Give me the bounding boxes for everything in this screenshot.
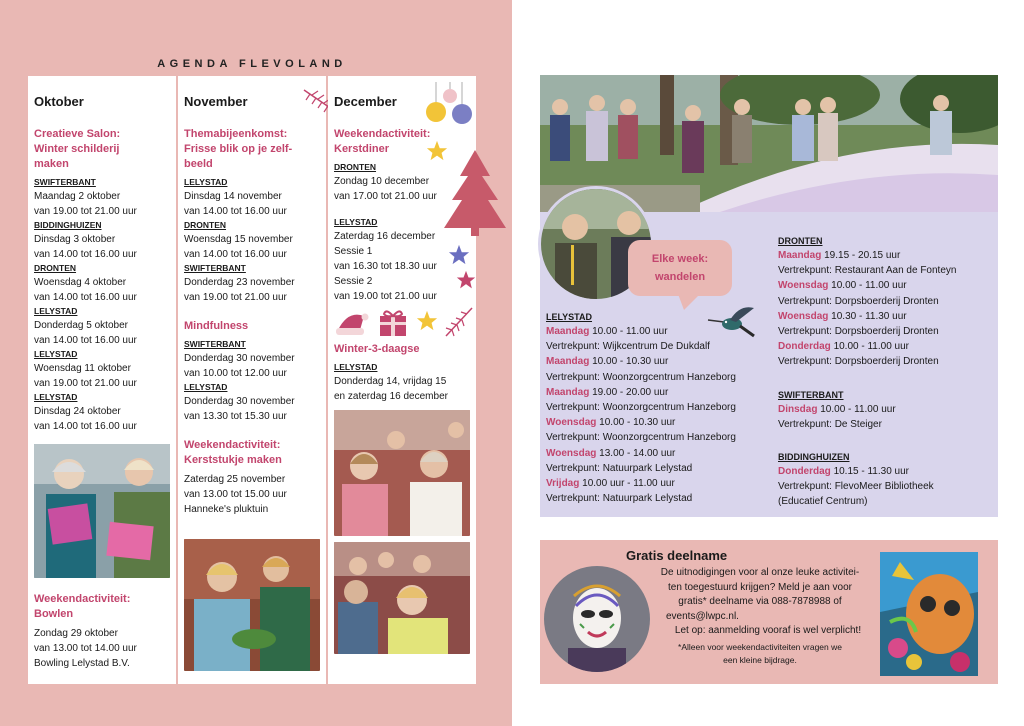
event-title-line: Creatieve Salon:	[34, 128, 121, 140]
walk-row	[778, 339, 956, 354]
month-heading: December	[334, 94, 397, 109]
event-entry	[184, 338, 320, 381]
event-title-line: Frisse blik op je zelf-	[184, 143, 293, 155]
location-label: LELYSTAD	[334, 362, 378, 372]
free-participation-line: De uitnodigingen voor al onze leuke activitei-	[660, 567, 860, 578]
event-time: van 19.00 tot 21.00 uur	[34, 378, 137, 389]
walk-time: 10.00 uur - 11.00 uur	[582, 478, 675, 490]
session-label: Sessie 2	[334, 276, 373, 287]
event-title-line: Kerstdiner	[334, 143, 390, 155]
location-label: SWIFTERBANT	[34, 177, 96, 187]
event-time: van 16.30 tot 18.30 uur	[334, 261, 437, 272]
walk-day: Dinsdag	[778, 403, 818, 415]
location-label: LELYSTAD	[184, 382, 228, 392]
photo-flower-arranging	[184, 539, 320, 671]
column-oktober	[28, 76, 176, 684]
walk-row	[778, 278, 956, 293]
event-date: Donderdag 30 november	[184, 353, 295, 364]
walk-departure-extra: (Educatief Centrum)	[778, 496, 868, 508]
event-date: Woensdag 15 november	[184, 234, 293, 245]
location-label: LELYSTAD	[546, 312, 593, 322]
walk-day: Woensdag	[546, 447, 597, 459]
location-label: BIDDINGHUIZEN	[34, 220, 102, 230]
walk-day: Woensdag	[778, 280, 829, 292]
free-participation-line: ten toegestuurd krijgen? Meld je aan voor	[667, 581, 852, 593]
event-title	[184, 438, 320, 468]
event-date: Donderdag 14, vrijdag 15	[334, 376, 447, 387]
event-date: Dinsdag 24 oktober	[34, 406, 121, 417]
gift-icon	[378, 306, 408, 338]
event-entry	[34, 262, 170, 305]
event-entry	[34, 391, 170, 434]
walk-time: 10.30 - 11.30 uur	[831, 310, 907, 322]
event-time: van 14.00 tot 16.00 uur	[34, 249, 137, 260]
walk-time: 19.15 - 20.15 uur	[824, 250, 901, 261]
walk-row	[778, 248, 956, 263]
walk-day: Donderdag	[778, 466, 831, 478]
location-label: LELYSTAD	[34, 306, 78, 316]
free-participation-warning: Let op: aanmelding vooraf is wel verplicht!	[674, 625, 862, 637]
event-date: Zondag 29 oktober	[34, 628, 118, 639]
walk-departure: Vertrekpunt: Dorpsboerderij Dronten	[778, 326, 939, 338]
event-entry	[34, 176, 170, 219]
event-date: Dinsdag 3 oktober	[34, 234, 116, 245]
walk-row	[778, 309, 956, 324]
event-entry	[184, 262, 320, 305]
walk-departure: Vertrekpunt: Wijkcentrum De Dukdalf	[546, 341, 710, 353]
event-time: van 19.00 tot 21.00 uur	[184, 292, 287, 303]
walk-time: 10.00 - 10.30 uur	[599, 417, 676, 429]
event-date: Zondag 10 december	[334, 176, 430, 187]
event-time: van 10.00 tot 12.00 uur	[184, 368, 287, 379]
event-title	[184, 127, 320, 172]
photo-group-dinner	[334, 410, 470, 536]
event-date: Donderdag 5 oktober	[34, 320, 128, 331]
event-date: Dinsdag 14 november	[184, 191, 282, 202]
walk-day: Donderdag	[778, 341, 831, 353]
location-label: DRONTEN	[34, 263, 77, 273]
walk-row	[778, 402, 956, 417]
event-title-line: Weekendactiviteit:	[184, 439, 281, 451]
event-time: van 14.00 tot 16.00 uur	[184, 206, 287, 217]
event-date: Maandag 2 oktober	[34, 191, 121, 202]
event-title-line: Winter schilderij	[34, 143, 120, 155]
event-time: van 13.00 tot 15.00 uur	[184, 489, 287, 500]
walk-departure: Vertrekpunt: Woonzorgcentrum Hanzeborg	[546, 371, 736, 383]
free-participation-line: gratis* deelname via 088-7878988 of	[678, 596, 842, 608]
walk-row	[546, 446, 736, 461]
event-time: van 19.00 tot 21.00 uur	[34, 206, 137, 217]
walk-time: 10.00 - 11.00 uur	[592, 326, 668, 337]
event-entry	[34, 348, 170, 391]
free-participation-note: een kleine bijdrage.	[723, 654, 797, 665]
event-title-line: Weekendactiviteit:	[334, 128, 431, 140]
walk-row	[546, 476, 736, 491]
location-label: DRONTEN	[778, 236, 823, 246]
walk-departure: Vertrekpunt: Woonzorgcentrum Hanzeborg	[546, 402, 736, 414]
location-label: LELYSTAD	[184, 177, 228, 187]
page-title: AGENDA FLEVOLAND	[157, 58, 347, 70]
pink-star-icon	[456, 270, 476, 290]
walk-departure: Vertrekpunt: Natuurpark Lelystad	[546, 493, 693, 505]
christmas-tree-icon	[440, 148, 510, 238]
event-title-line: Kerststukje maken	[184, 454, 282, 466]
event-time: van 14.00 tot 16.00 uur	[34, 335, 137, 346]
walk-departure: Vertrekpunt: Woonzorgcentrum Hanzeborg	[546, 432, 736, 444]
walk-row	[546, 354, 736, 369]
event-time: van 13.00 tot 14.00 uur	[34, 643, 137, 654]
event-time: van 14.00 tot 16.00 uur	[34, 292, 137, 303]
event-title-line: beeld	[184, 158, 213, 170]
walk-time: 19.00 - 20.00 uur	[592, 386, 669, 398]
event-title: Winter-3-daagse	[334, 343, 420, 355]
location-label: SWIFTERBANT	[778, 389, 844, 400]
free-participation-text	[646, 566, 874, 667]
event-title	[34, 127, 170, 172]
column-november	[178, 76, 326, 684]
location-label: LELYSTAD	[334, 217, 378, 227]
santa-hat-icon	[334, 308, 370, 338]
walk-day: Maandag	[778, 250, 822, 261]
walk-departure: Vertrekpunt: FlevoMeer Bibliotheek	[778, 481, 934, 493]
month-heading: Oktober	[34, 94, 84, 109]
photo-artwork	[880, 552, 978, 676]
walk-list-right	[778, 234, 956, 510]
free-participation-note: *Alleen voor weekendactiviteiten vragen we	[678, 641, 842, 652]
ornaments-icon	[424, 82, 472, 138]
event-entry	[184, 381, 320, 424]
walk-row	[778, 464, 956, 479]
event-date: Woensdag 4 oktober	[34, 277, 127, 288]
event-entry	[34, 219, 170, 262]
speech-bubble-line: wandelen	[654, 271, 706, 283]
walk-time: 10.00 - 11.00 uur	[820, 403, 896, 415]
walk-departure: Vertrekpunt: Dorpsboerderij Dronten	[778, 356, 939, 368]
walk-row	[546, 415, 736, 430]
event-time: van 14.00 tot 16.00 uur	[34, 421, 137, 432]
walk-day: Vrijdag	[546, 478, 580, 490]
decoration-row	[334, 304, 470, 342]
session-label: Sessie 1	[334, 246, 373, 257]
photo-face-paint	[544, 566, 650, 672]
event-title-line: Themabijeenkomst:	[184, 128, 288, 140]
event-location: Hanneke's pluktuin	[184, 504, 269, 515]
location-label: DRONTEN	[184, 220, 227, 230]
event-title	[34, 592, 170, 622]
walk-row	[546, 324, 736, 339]
event-time: van 14.00 tot 16.00 uur	[184, 249, 287, 260]
walk-time: 10.00 - 11.00 uur	[833, 341, 909, 353]
event-title-line: Weekendactiviteit:	[34, 593, 131, 605]
event-time: van 19.00 tot 21.00 uur	[334, 291, 437, 302]
location-label: DRONTEN	[334, 162, 377, 172]
walk-row	[546, 385, 736, 400]
walk-time: 10.15 - 11.30 uur	[833, 466, 909, 478]
location-label: LELYSTAD	[34, 392, 78, 402]
event-title-line: Bowlen	[34, 608, 74, 620]
walk-list-lelystad	[546, 310, 736, 506]
walk-day: Maandag	[546, 386, 590, 398]
walk-time: 13.00 - 14.00 uur	[599, 447, 676, 459]
speech-bubble	[628, 240, 732, 296]
free-participation-email[interactable]: events@lwpc.nl.	[666, 610, 739, 622]
event-date: Woensdag 11 oktober	[34, 363, 131, 374]
event-entry	[184, 176, 320, 219]
event-date: Donderdag 30 november	[184, 396, 295, 407]
location-label: SWIFTERBANT	[184, 339, 246, 349]
walk-day: Woensdag	[546, 417, 597, 429]
event-time: van 17.00 tot 21.00 uur	[334, 191, 437, 202]
speech-bubble-line: Elke week:	[651, 253, 709, 265]
event-date: Donderdag 23 november	[184, 277, 295, 288]
walk-departure: Vertrekpunt: Natuurpark Lelystad	[546, 462, 693, 474]
event-time: van 13.30 tot 15.30 uur	[184, 411, 287, 422]
walk-departure: Vertrekpunt: Dorpsboerderij Dronten	[778, 295, 939, 307]
location-label: LELYSTAD	[34, 349, 78, 359]
event-title: Mindfulness	[184, 320, 249, 332]
event-date: Zaterdag 16 december	[334, 231, 436, 242]
walk-time: 10.00 - 11.00 uur	[831, 280, 907, 292]
event-title-line: maken	[34, 158, 69, 170]
purple-star-icon	[448, 244, 470, 266]
event-entry	[184, 219, 320, 262]
walk-day: Maandag	[546, 326, 590, 337]
event-location: Bowling Lelystad B.V.	[34, 658, 130, 669]
yellow-star-icon	[416, 310, 438, 332]
photo-painting-women	[34, 444, 170, 578]
location-label: BIDDINGHUIZEN	[778, 452, 850, 463]
pine-branch-icon	[442, 304, 476, 338]
event-date: Zaterdag 25 november	[184, 474, 286, 485]
walk-day: Woensdag	[778, 310, 829, 322]
walk-departure: Vertrekpunt: De Steiger	[778, 418, 882, 430]
walk-day: Maandag	[546, 356, 590, 368]
event-date: en zaterdag 16 december	[334, 391, 448, 402]
event-entry	[34, 305, 170, 348]
location-label: SWIFTERBANT	[184, 263, 246, 273]
walk-departure: Vertrekpunt: Restaurant Aan de Fonteyn	[778, 265, 957, 277]
walk-time: 10.00 - 10.30 uur	[592, 356, 669, 368]
free-participation-title: Gratis deelname	[626, 548, 728, 563]
photo-group-party	[334, 542, 470, 654]
month-heading: November	[184, 94, 248, 109]
